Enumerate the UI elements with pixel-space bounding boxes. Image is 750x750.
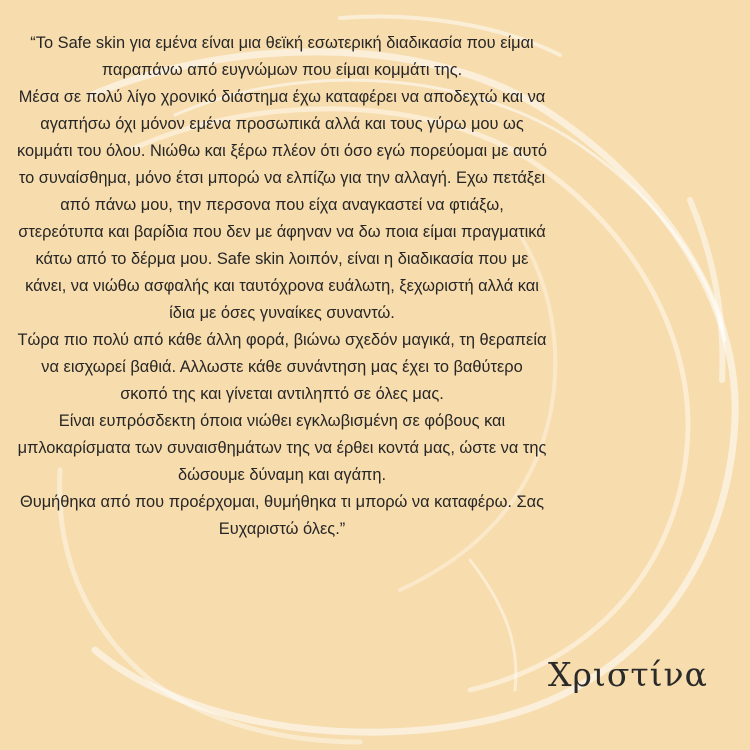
quote-paragraph: “Το Safe skin για εμένα είναι μια θεϊκή εσωτερική διαδικασία που είμαι παραπάνω από ευγνώμων που είμαι κομμάτι της. xyxy=(30,34,534,79)
testimonial-quote xyxy=(16,30,548,543)
quote-paragraph: Μέσα σε πολύ λίγο χρονικό διάστημα έχω καταφέρει να αποδεχτώ και να αγαπήσω όχι μόνον εμένα προσωπικά αλλά και τους γύρω μου ως κομμάτι του όλου. Νιώθω και ξέρω πλέον ότι όσο εγώ πορεύομαι με αυτό το συναίσθημα, μόνο έτσι μπορώ να ελπίζω για την αλλαγή. Εχω πετάξει από πάνω μου, την περσονα που είχα αναγκαστεί να φτιάξω, στερεότυπα και βαρίδια που δεν με άφηναν να δω ποια είμαι πραγματικά κάτω από το δέρμα μου. Safe skin λοιπόν, είναι η διαδικασία που με κάνει, να νιώθω ασφαλής και ταυτόχρονα ευάλωτη, ξεχωριστή αλλά και ίδια με όσες γυναίκες συναντώ. xyxy=(16,88,548,322)
quote-paragraph: Τώρα πιο πολύ από κάθε άλλη φορά, βιώνω σχεδόν μαγικά, τη θεραπεία να εισχωρεί βαθιά. Αλλωστε κάθε συνάντηση μας έχει το βαθύτερο σκοπό της και γίνεται αντιληπτό σε όλες μας. xyxy=(17,331,547,403)
quote-paragraph: Θυμήθηκα από που προέρχομαι, θυμήθηκα τι μπορώ να καταφέρω. Σας Ευχαριστώ όλες.” xyxy=(20,493,544,538)
quote-paragraph: Είναι ευπρόσδεκτη όποια νιώθει εγκλωβισμένη σε φόβους και μπλοκαρίσματα των συναισθημάτων της να έρθει κοντά μας, ώστε να της δώσουμε δύναμη και αγάπη. xyxy=(17,412,547,484)
author-signature: Χριστίνα xyxy=(548,655,708,694)
